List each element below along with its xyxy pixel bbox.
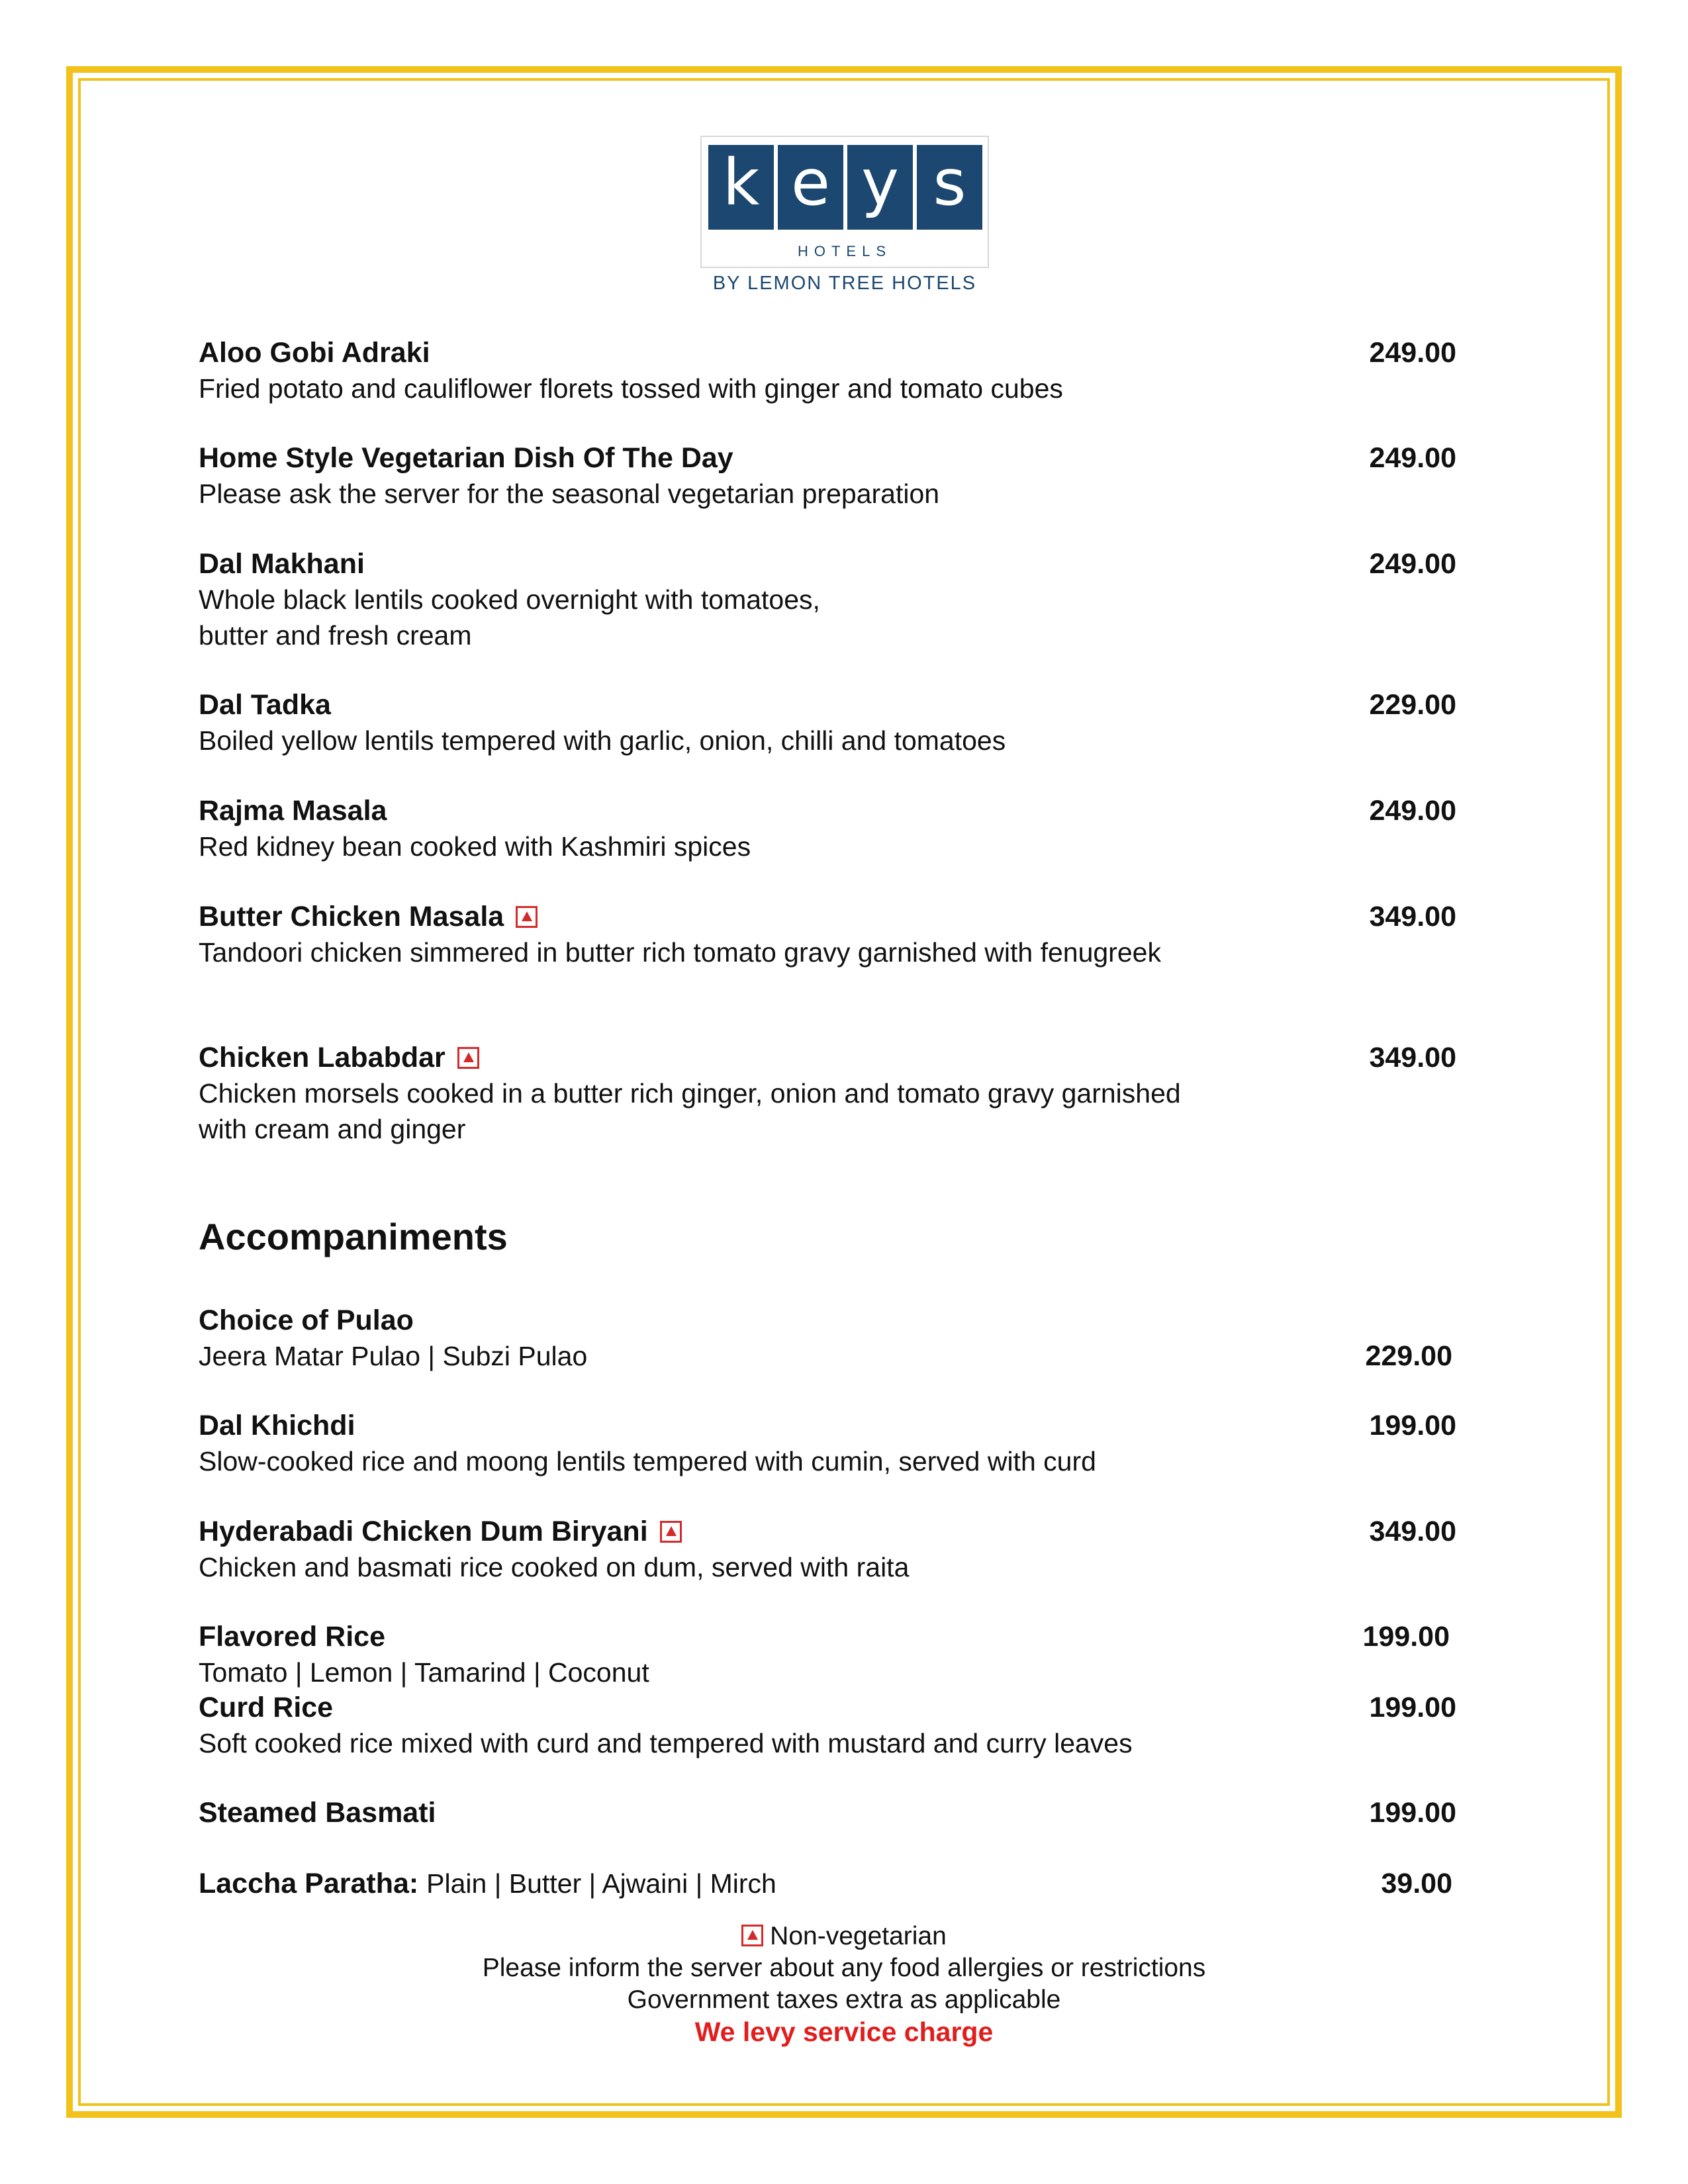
menu-item-price: 349.00 — [1369, 1042, 1456, 1073]
logo-hotels-text: HOTELS — [797, 243, 892, 259]
menu-item-name: Flavored Rice — [199, 1621, 385, 1653]
menu-item-description: Boiled yellow lentils tempered with garlic, onion, chilli and tomatoes — [199, 725, 1006, 756]
menu-item-name: Dal Tadka — [199, 689, 331, 721]
menu-item-name: Laccha Paratha: — [199, 1868, 419, 1899]
menu-item-description: Plain | Butter | Ajwaini | Mirch — [426, 1868, 776, 1899]
non-veg-icon — [741, 1925, 763, 1946]
menu-item-name: Curd Rice — [199, 1692, 334, 1723]
menu-item-chicken-lababdar — [199, 1040, 1456, 1147]
logo-byline: BY LEMON TREE HOTELS — [712, 273, 977, 294]
menu-item-dal-makhani — [199, 546, 1456, 653]
menu-item-price: 249.00 — [1369, 442, 1456, 474]
menu-item-price: 349.00 — [1369, 901, 1456, 933]
menu-item-description: Chicken and basmati rice cooked on dum, served with raita — [199, 1552, 910, 1582]
menu-item-name-row — [199, 1514, 1456, 1549]
menu-item-choice-of-pulao — [199, 1302, 1456, 1374]
menu-item-butter-chicken-masala — [199, 899, 1456, 970]
menu-item-flavored-rice — [199, 1619, 1456, 1690]
menu-item-description: Soft cooked rice mixed with curd and tempered with mustard and curry leaves — [199, 1728, 1133, 1758]
menu-item-price: 249.00 — [1369, 548, 1456, 580]
menu-item-name: Choice of Pulao — [199, 1304, 414, 1336]
menu-item-laccha-paratha — [199, 1866, 1456, 1901]
menu-item-name-row — [199, 1040, 1456, 1075]
menu-item-name: Home Style Vegetarian Dish Of The Day — [199, 442, 733, 474]
menu-item-dal-khichdi — [199, 1408, 1456, 1479]
menu-item-name: Aloo Gobi Adraki — [199, 337, 430, 369]
keys-hotels-logo — [700, 136, 989, 268]
logo-tile-s: s — [917, 145, 982, 230]
menu-item-price: 229.00 — [1365, 1340, 1452, 1372]
logo-tiles — [708, 145, 982, 230]
logo-tile-e: e — [778, 145, 843, 230]
menu-item-description: Tandoori chicken simmered in butter rich tomato gravy garnished with fenugreek — [199, 937, 1161, 968]
menu-item-name: Chicken Lababdar — [199, 1042, 445, 1073]
menu-item-name-row — [199, 1866, 1456, 1901]
menu-item-name: Butter Chicken Masala — [199, 901, 504, 933]
footer-service-note-row — [331, 2016, 1357, 2049]
menu-item-description: Slow-cooked rice and moong lentils tempered with cumin, served with curd — [199, 1446, 1096, 1477]
menu-item-description: Jeera Matar Pulao | Subzi Pulao — [199, 1341, 588, 1371]
menu-item-description: Red kidney bean cooked with Kashmiri spices — [199, 831, 751, 862]
menu-item-name-row — [199, 899, 1456, 934]
menu-item-price: 199.00 — [1369, 1797, 1456, 1829]
menu-item-description: Whole black lentils cooked overnight with tomatoes, — [199, 584, 820, 615]
footer-allergy-note: Please inform the server about any food allergies or restrictions — [482, 1954, 1206, 1982]
menu-item-name: Dal Makhani — [199, 548, 365, 580]
footer-legend-text: Non-vegetarian — [770, 1922, 947, 1950]
menu-item-vegetarian-dish-of-the-day — [199, 440, 1456, 512]
non-veg-icon — [660, 1521, 682, 1543]
menu-item-rajma-masala — [199, 793, 1456, 864]
menu-item-description: Please ask the server for the seasonal vegetarian preparation — [199, 478, 940, 509]
menu-item-name: Steamed Basmati — [199, 1797, 436, 1829]
menu-item-dal-tadka — [199, 687, 1456, 758]
menu-item-description: Tomato | Lemon | Tamarind | Coconut — [199, 1657, 649, 1688]
menu-item-price: 349.00 — [1369, 1516, 1456, 1547]
menu-item-price: 249.00 — [1369, 795, 1456, 827]
menu-item-curd-rice — [199, 1690, 1456, 1761]
menu-item-price: 199.00 — [1362, 1621, 1450, 1653]
footer-legend — [331, 1921, 1357, 1952]
menu-item-name: Dal Khichdi — [199, 1410, 355, 1441]
menu-item-price: 39.00 — [1381, 1868, 1452, 1899]
menu-item-description: Fried potato and cauliflower florets tossed with ginger and tomato cubes — [199, 373, 1063, 404]
menu-item-hyderabadi-chicken-dum-biryani — [199, 1514, 1456, 1585]
menu-item-aloo-gobi-adraki — [199, 335, 1456, 406]
non-veg-icon — [457, 1047, 479, 1069]
menu-item-price: 199.00 — [1369, 1692, 1456, 1723]
menu-item-description: butter and fresh cream — [199, 620, 472, 651]
footer-service-note: We levy service charge — [694, 2017, 994, 2047]
menu-item-price: 229.00 — [1369, 689, 1456, 721]
footer-tax-note: Government taxes extra as applicable — [627, 1985, 1061, 2014]
menu-item-steamed-basmati — [199, 1795, 1456, 1831]
logo-tile-k: k — [708, 145, 774, 230]
menu-item-price: 249.00 — [1369, 337, 1456, 369]
menu-item-name: Rajma Masala — [199, 795, 387, 827]
menu-item-price: 199.00 — [1369, 1410, 1456, 1441]
menu-item-description: Chicken morsels cooked in a butter rich ginger, onion and tomato gravy garnished — [199, 1078, 1181, 1109]
section-title-accompaniments: Accompaniments — [199, 1216, 508, 1257]
logo-tile-y: y — [847, 145, 913, 230]
menu-item-description: with cream and ginger — [199, 1114, 466, 1144]
non-veg-icon — [516, 906, 538, 928]
menu-item-name: Hyderabadi Chicken Dum Biryani — [199, 1516, 648, 1547]
